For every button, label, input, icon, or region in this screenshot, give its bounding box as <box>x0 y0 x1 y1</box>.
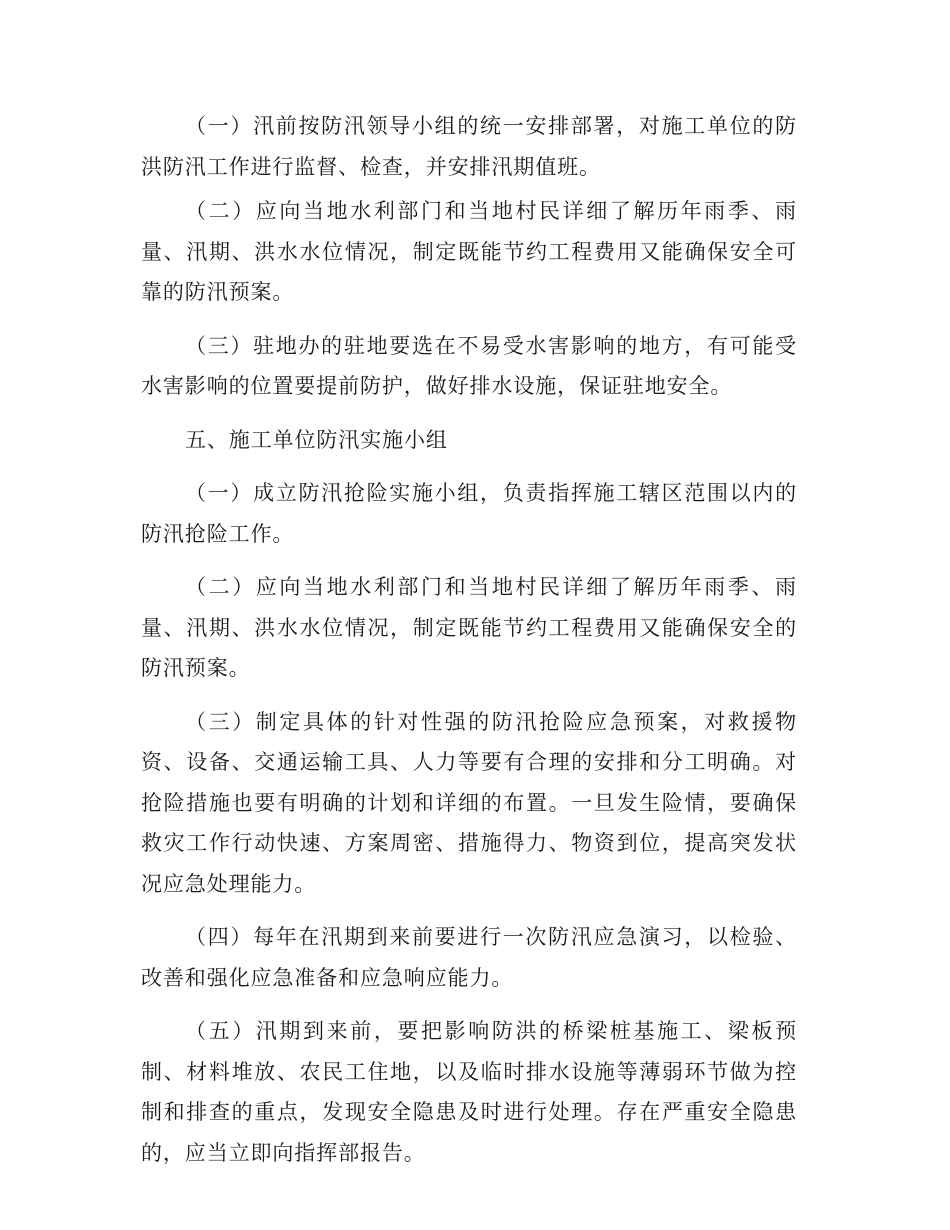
paragraph-construction-item-1: （一）成立防汛抢险实施小组，负责指挥施工辖区范围以内的防汛抢险工作。 <box>141 481 797 546</box>
paragraph-construction-item-4: （四）每年在汛期到来前要进行一次防汛应急演习，以检验、改善和强化应急准备和应急响应能力。 <box>141 925 797 990</box>
paragraph-construction-item-5: （五）汛期到来前，要把影响防洪的桥梁桩基施工、梁板预制、材料堆放、农民工住地，以及临时排水设施等薄弱环节做为控制和排查的重点，发现安全隐患及时进行处理。存在严重安全隐患的，应当立即向指挥部报告。 <box>141 1019 797 1165</box>
paragraph-supervision-item-3: （三）驻地办的驻地要选在不易受水害影响的地方，有可能受水害影响的位置要提前防护，做好排水设施，保证驻地安全。 <box>141 333 797 398</box>
paragraph-supervision-item-1: （一）汛前按防汛领导小组的统一安排部署，对施工单位的防洪防汛工作进行监督、检查，并安排汛期值班。 <box>141 114 797 179</box>
paragraph-supervision-item-2: （二）应向当地水利部门和当地村民详细了解历年雨季、雨量、汛期、洪水水位情况，制定既能节约工程费用又能确保安全可靠的防汛预案。 <box>141 199 797 304</box>
document-body <box>141 106 797 1173</box>
paragraph-construction-item-2: （二）应向当地水利部门和当地村民详细了解历年雨季、雨量、汛期、洪水水位情况，制定既能节约工程费用又能确保安全的防汛预案。 <box>141 575 797 680</box>
paragraph-construction-item-3: （三）制定具体的针对性强的防汛抢险应急预案，对救援物资、设备、交通运输工具、人力等要有合理的安排和分工明确。对抢险措施也要有明确的计划和详细的布置。一旦发生险情，要确保救灾工作行动快速、方案周密、措施得力、物资到位，提高突发状况应急处理能力。 <box>141 709 797 896</box>
section-heading-construction-unit: 五、施工单位防汛实施小组 <box>185 427 448 452</box>
